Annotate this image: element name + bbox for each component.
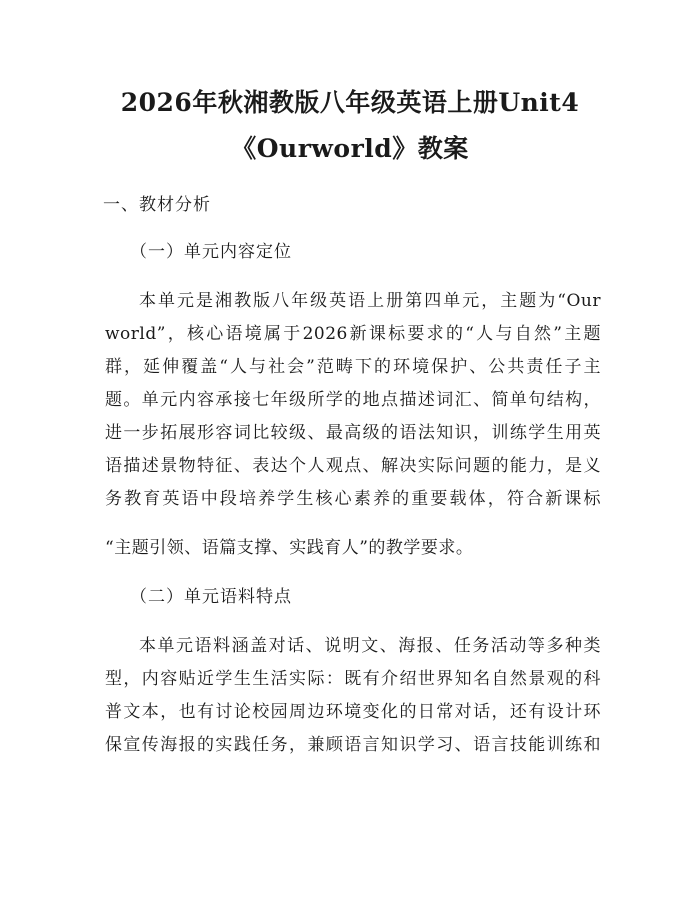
subsection-heading-unit-positioning: （一）单元内容定位	[130, 242, 292, 262]
paragraph-1-line: 本单元是湘教版八年级英语上册第四单元，主题为“Our	[139, 291, 601, 311]
paragraph-1-line: world”，核心语境属于2026新课标要求的“人与自然”主题	[105, 324, 601, 344]
paragraph-2-line: 型，内容贴近学生生活实际：既有介绍世界知名自然景观的科	[105, 669, 601, 689]
paragraph-2-line: 本单元语料涵盖对话、说明文、海报、任务活动等多种类	[139, 636, 601, 656]
section-heading-textbook-analysis: 一、教材分析	[103, 195, 211, 215]
paragraph-1-line: 语描述景物特征、表达个人观点、解决实际问题的能力，是义	[105, 456, 601, 476]
paragraph-1-line: 进一步拓展形容词比较级、最高级的语法知识，训练学生用英	[105, 423, 601, 443]
document-title-line-1: 2026年秋湘教版八年级英语上册Unit4	[120, 88, 580, 117]
paragraph-1-line: “主题引领、语篇支撑、实践育人”的教学要求。	[105, 538, 474, 558]
paragraph-1-line: 务教育英语中段培养学生核心素养的重要载体，符合新课标	[105, 489, 601, 509]
paragraph-2-line: 普文本，也有讨论校园周边环境变化的日常对话，还有设计环	[105, 702, 601, 722]
paragraph-2-line: 保宣传海报的实践任务，兼顾语言知识学习、语言技能训练和	[105, 735, 601, 755]
paragraph-1-line: 群，延伸覆盖“人与社会”范畴下的环境保护、公共责任子主	[105, 357, 601, 377]
paragraph-1-line: 题。单元内容承接七年级所学的地点描述词汇、简单句结构，	[105, 390, 601, 410]
subsection-heading-unit-materials: （二）单元语料特点	[130, 587, 292, 607]
document-title-line-2: 《Ourworld》教案	[231, 134, 469, 163]
